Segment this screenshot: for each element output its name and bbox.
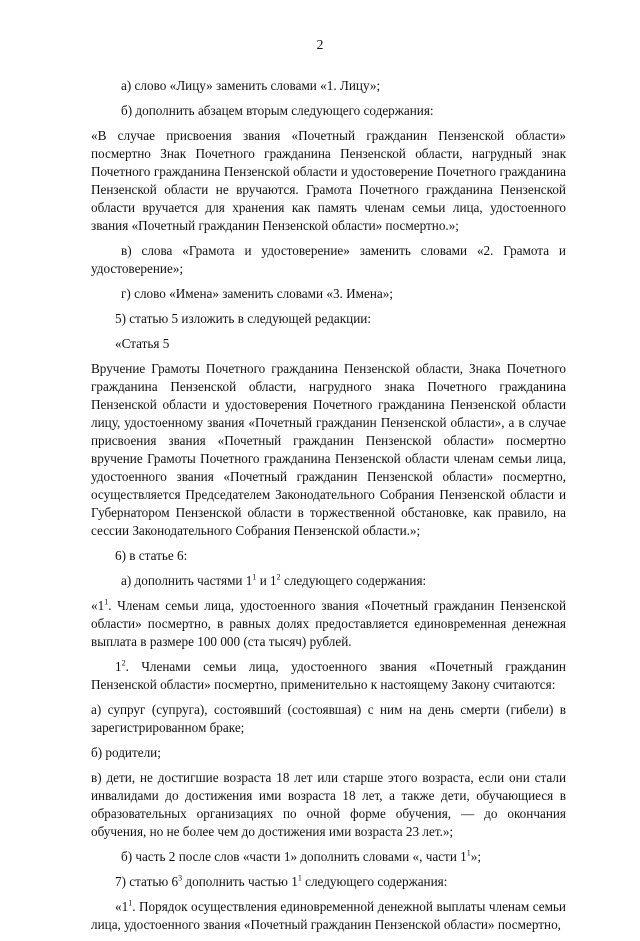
paragraph-item-6: 6) в статье 6: (115, 548, 188, 563)
paragraph-quoted-text: «В случае присвоения звания «Почетный гражданин Пензенской области» посмертно Знак Почетного гражданина Пензенской области, нагрудный знак Почетного гражданина Пензенской области и удостоверение Почетного гражданина Пензенской области не вручаются. Грамота Почетного гражданина Пензенской области вручается для хранения как память членам семьи лица, удостоенного звания «Почетный гражданин Пензенской области» посмертно.»; (91, 128, 566, 233)
paragraph-article-5-text: Вручение Грамоты Почетного гражданина Пензенской области, Знака Почетного гражданина Пензенской области, нагрудного знака Почетного гражданина Пензенской области и удостоверения Почетного гражданина Пензенской области лицу, удостоенному звания «Почетный гражданин Пензенской области», а в случае присвоения звания «Почетный гражданин Пензенской области» посмертно вручение Грамоты Почетного гражданина Пензенской области членам семьи лица, удостоенного звания «Почетный гражданин Пензенской области» посмертно, осуществляется Председателем Законодательного Собрания Пензенской области и Губернатором Пензенской области в торжественной обстановке, как правило, на сессии Законодательного Собрания Пензенской области.»; (91, 361, 566, 538)
document-body (91, 77, 566, 941)
paragraph-amend-g: г) слово «Имена» заменить словами «3. Имена»; (121, 286, 394, 301)
paragraph-part-2-amend: б) часть 2 после слов «части 1» дополнить словами «, части $1^1$»; (121, 848, 482, 864)
paragraph-item-5: 5) статью 5 изложить в следующей редакции: (115, 311, 371, 326)
paragraph-add-parts: а) дополнить частями $1^1$ и $1^2$ следующего содержания: (121, 572, 427, 588)
page-number: 2 (316, 37, 324, 52)
paragraph-item-7: 7) статью $6^3$ дополнить частью $1^1$ следующего содержания: (115, 873, 448, 889)
paragraph-amend-v: в) слова «Грамота и удостоверение» заменить словами «2. Грамота и удостоверение»; (91, 243, 566, 276)
paragraph-part-1-2: $1^2$. Членами семьи лица, удостоенного звания «Почетный гражданин Пензенской области» посмертно, применительно к настоящему Закону считаются: (91, 658, 566, 692)
paragraph-parents: б) родители; (91, 745, 161, 760)
paragraph-amend-b: б) дополнить абзацем вторым следующего содержания: (121, 103, 434, 118)
paragraph-payment-procedure: «$1^1$. Порядок осуществления единовременной денежной выплаты членам семьи лица, удостоенного звания «Почетный гражданин Пензенской области» посмертно, (91, 898, 566, 932)
paragraph-part-1-1: «$1^1$. Членам семьи лица, удостоенного звания «Почетный гражданин Пензенской области» посмертно, в равных долях предоставляется единовременная денежная выплата в размере 100 000 (ста тысяч) рублей. (91, 597, 566, 649)
article-heading: «Статья 5 (115, 336, 170, 351)
paragraph-children: в) дети, не достигшие возраста 18 лет или старше этого возраста, если они стали инвалидами до достижения ими возраста 18 лет, а также дети, обучающиеся в образовательных организациях по очной форме обучения, — до окончания обучения, но не более чем до достижения ими возраста 23 лет.»; (91, 770, 566, 839)
paragraph-amend-a: а) слово «Лицу» заменить словами «1. Лицу»; (121, 78, 381, 93)
paragraph-spouse: а) супруг (супруга), состоявший (состоявшая) с ним на день смерти (гибели) в зарегистрированном браке; (91, 702, 566, 735)
